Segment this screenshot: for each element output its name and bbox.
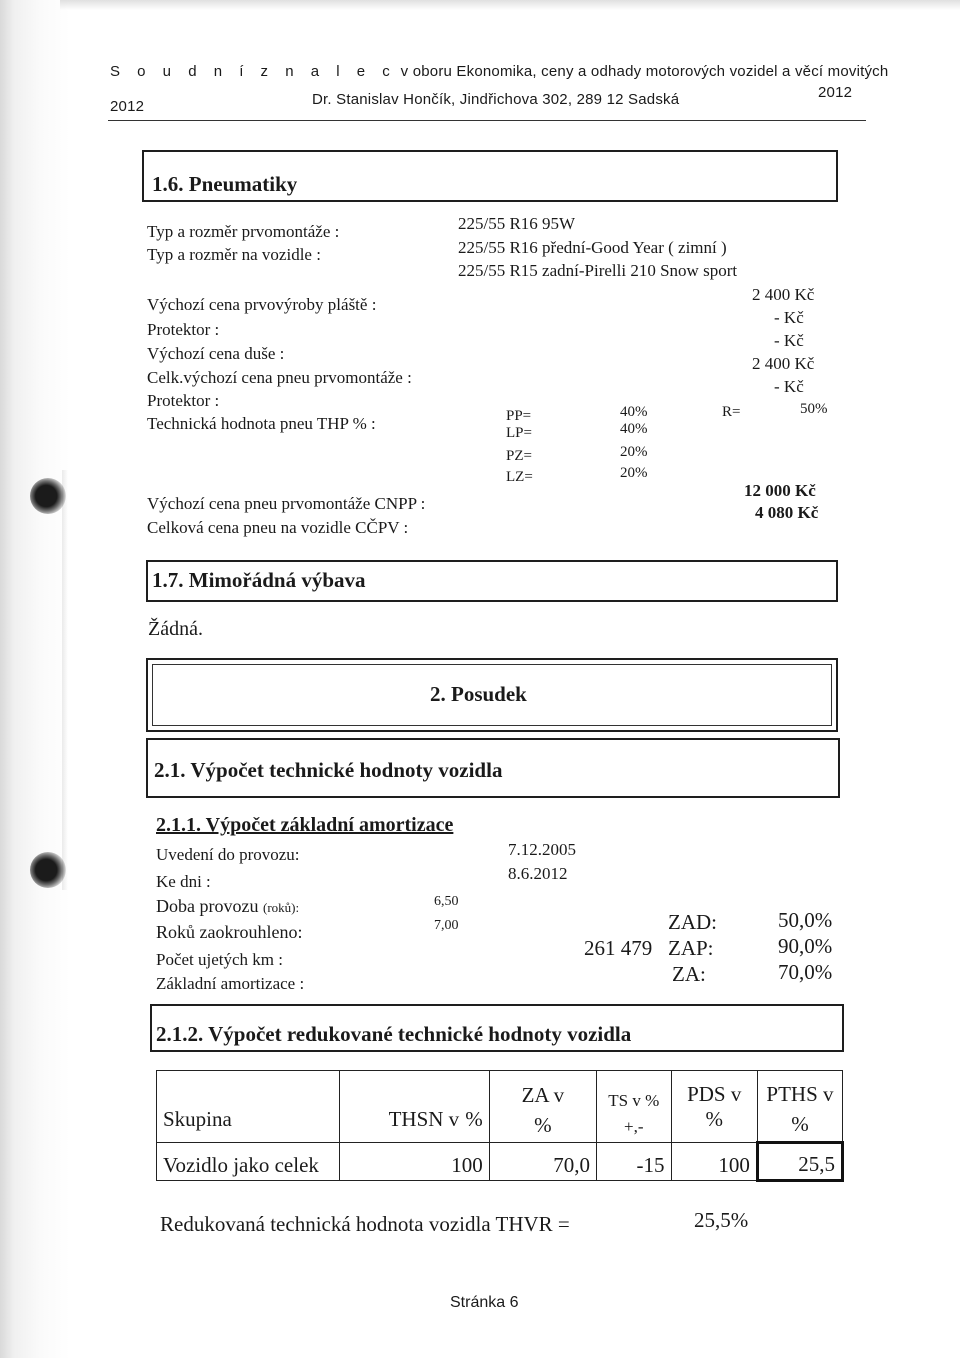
km-label: Počet ujetých km :: [156, 950, 284, 969]
section-box-extras: [146, 560, 838, 602]
ccpv-value: 4 080 Kč: [755, 503, 819, 522]
thp-values: [620, 404, 648, 482]
za-key: ZA:: [672, 962, 706, 986]
header-address: Dr. Stanislav Hončík, Jindřichova 302, 289 12 Sadská: [312, 91, 680, 108]
header-ts-top: TS v %: [608, 1091, 660, 1110]
section-box-tires: [142, 150, 838, 202]
total-tire-price-label: Celk.výchozí cena pneu prvomontáže :: [147, 368, 412, 387]
header-pths: [757, 1071, 842, 1143]
tire-price-label: Výchozí cena prvovýroby pláště :: [147, 295, 377, 314]
operation-duration-unit: (roků):: [262, 900, 300, 915]
zad-value: 50,0%: [778, 908, 833, 932]
section-title-assessment: 2. Posudek: [430, 682, 527, 706]
operation-duration-value: 6,50: [434, 894, 459, 909]
tire-type-vehicle-label: Typ a rozměr na vozidle :: [147, 245, 321, 264]
header-line1: [110, 63, 888, 80]
header-field-of-expertise: v oboru Ekonomika, ceny a odhady motorových vozidel a věcí movitých: [400, 63, 889, 80]
thp-key-pp: PP=: [506, 408, 532, 424]
total-tire-price-value: 2 400 Kč: [752, 354, 815, 373]
header-rule: [108, 120, 866, 121]
cell-ts: -15: [597, 1143, 671, 1181]
thp-key-lz: LZ=: [506, 469, 533, 485]
commissioning-label: Uvedení do provozu:: [156, 845, 300, 864]
thp-value-lz: 20%: [620, 465, 648, 481]
r-value: 50%: [800, 401, 828, 417]
header-expert-label: S o u d n í z n a l e c: [110, 63, 397, 80]
binder-hole-lower: [30, 852, 66, 888]
header-za: [489, 1071, 596, 1143]
zap-value: 90,0%: [778, 934, 833, 958]
retread-value-2: - Kč: [774, 377, 804, 396]
tire-type-original-value: 225/55 R16 95W: [458, 214, 576, 233]
thp-value-pp: 40%: [620, 404, 648, 420]
km-value: 261 479: [584, 936, 653, 960]
retread-label-2: Protektor :: [147, 391, 220, 410]
section-title-extras: 1.7. Mimořádná výbava: [152, 568, 366, 592]
operation-duration-label: [156, 896, 299, 917]
section-box-reduced: [150, 1004, 844, 1052]
as-of-date-value: 8.6.2012: [508, 864, 568, 883]
commissioning-value: 7.12.2005: [508, 840, 576, 859]
header-ts: [597, 1071, 671, 1143]
section-box-calc: [146, 738, 840, 798]
section-title-tires: 1.6. Pneumatiky: [152, 172, 298, 196]
cell-group: Vozidlo jako celek: [157, 1143, 340, 1181]
header-pths-bottom: %: [791, 1112, 809, 1136]
header-za-top: ZA v: [521, 1083, 565, 1107]
section-title-calc: 2.1. Výpočet technické hodnoty vozidla: [154, 758, 503, 782]
table-header-row: [157, 1071, 843, 1143]
header-ts-bottom: +,-: [624, 1117, 644, 1136]
tube-price-label: Výchozí cena duše :: [147, 344, 285, 363]
table-row: [157, 1143, 843, 1181]
cell-pds: 100: [671, 1143, 757, 1181]
tire-price-value: 2 400 Kč: [752, 285, 815, 304]
thp-keys: [506, 408, 533, 486]
page-shadow: [60, 0, 960, 10]
zap-key: ZAP:: [668, 936, 714, 960]
section-title-reduced: 2.1.2. Výpočet redukované technické hodnoty vozidla: [156, 1022, 632, 1046]
cnpp-label: Výchozí cena pneu prvomontáže CNPP :: [147, 494, 426, 513]
cell-pths: 25,5: [757, 1143, 842, 1181]
thp-key-pz: PZ=: [506, 448, 532, 464]
zad-key: ZAD:: [668, 910, 717, 934]
section-box-assessment: [146, 658, 838, 732]
header-thsn-text: THSN v: [388, 1107, 460, 1131]
result-value: 25,5%: [694, 1208, 749, 1232]
tube-price-value: - Kč: [774, 331, 804, 350]
ccpv-label: Celková cena pneu na vozidle CČPV :: [147, 518, 409, 537]
thp-key-lp: LP=: [506, 425, 532, 441]
retread-value: - Kč: [774, 308, 804, 327]
header-pds: PDS v %: [671, 1071, 757, 1143]
base-amortization-label: Základní amortizace :: [156, 974, 305, 993]
thp-value-lp: 40%: [620, 421, 648, 437]
tire-type-vehicle-rear: 225/55 R15 zadní-Pirelli 210 Snow sport: [458, 261, 738, 280]
header-year-right: 2012: [818, 84, 853, 101]
extras-text: Žádná.: [148, 618, 203, 640]
cell-thsn: 100: [340, 1143, 489, 1181]
thp-value-pz: 20%: [620, 444, 648, 460]
as-of-date-label: Ke dni :: [156, 872, 211, 891]
subsection-title-amortization: 2.1.1. Výpočet základní amortizace: [156, 814, 454, 836]
result-label: Redukovaná technická hodnota vozidla THVR =: [160, 1212, 570, 1236]
retread-label: Protektor :: [147, 320, 220, 339]
binder-shadow: [62, 470, 68, 890]
header-thsn-percent: %: [465, 1071, 489, 1143]
cell-za: 70,0: [489, 1143, 596, 1181]
header-pths-top: PTHS v: [766, 1082, 834, 1106]
header-year-left: 2012: [110, 98, 145, 115]
binder-hole-upper: [30, 478, 66, 514]
operation-duration-text: Doba provozu: [156, 896, 259, 916]
cnpp-value: 12 000 Kč: [744, 481, 816, 500]
tire-type-vehicle-front: 225/55 R16 přední-Good Year ( zimní ): [458, 238, 727, 257]
header-za-bottom: %: [534, 1113, 552, 1137]
tire-type-original-label: Typ a rozměr prvomontáže :: [147, 222, 340, 241]
za-value: 70,0%: [778, 960, 833, 984]
header-thsn: [340, 1071, 465, 1143]
r-key: R=: [722, 404, 741, 420]
page-number: Stránka 6: [450, 1294, 519, 1311]
header-group: Skupina: [157, 1071, 340, 1143]
thp-label: Technická hodnota pneu THP % :: [147, 414, 376, 433]
rounded-years-label: Roků zaokrouhleno:: [156, 922, 303, 942]
rounded-years-value: 7,00: [434, 918, 459, 933]
reduced-value-table: [156, 1070, 844, 1182]
